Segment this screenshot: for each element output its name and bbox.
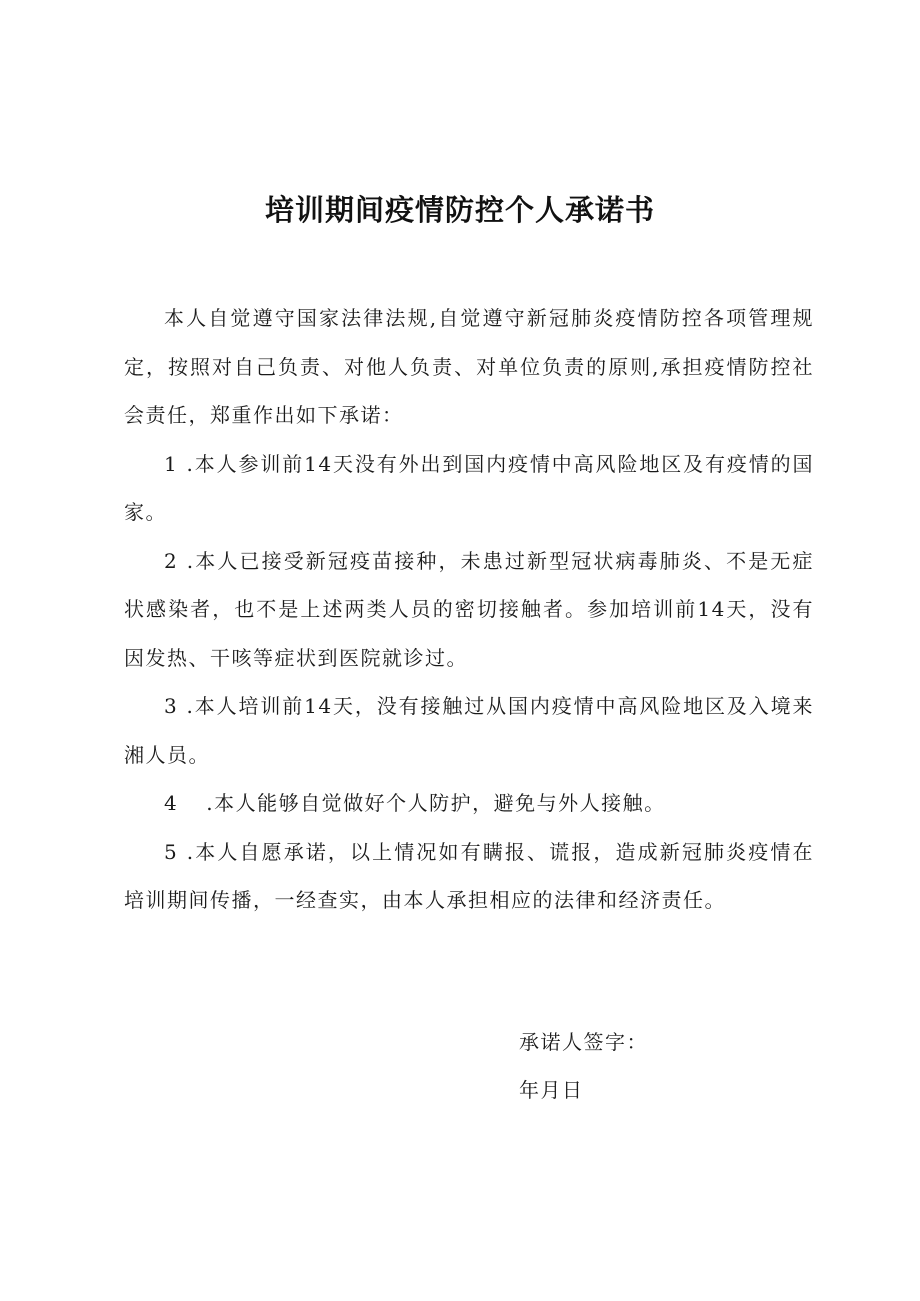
item-number: 5 (164, 839, 179, 864)
item-number: 2 (164, 548, 179, 573)
item-text: .本人培训前14天，没有接触过从国内疫情中高风险地区及入境来湘人员。 (124, 694, 815, 767)
commitment-item-3 (124, 682, 814, 779)
intro-paragraph: 本人自觉遵守国家法律法规,自觉遵守新冠肺炎疫情防控各项管理规定，按照对自己负责、对他人负责、对单位负责的原则,承担疫情防控社会责任，郑重作出如下承诺： (124, 306, 814, 427)
commitment-item-4 (124, 779, 814, 828)
commitment-item-1 (124, 440, 814, 537)
commitment-item-2 (124, 537, 814, 683)
signature-block (519, 1018, 648, 1114)
date-label: 年月日 (519, 1078, 584, 1102)
item-text: .本人自愿承诺，以上情况如有瞒报、谎报，造成新冠肺炎疫情在培训期间传播，一经查实，由本人承担相应的法律和经济责任。 (124, 839, 815, 912)
document-body (124, 294, 814, 925)
item-number: 4 (164, 791, 179, 815)
item-text: .本人已接受新冠疫苗接种，未患过新型冠状病毒肺炎、不是无症状感染者，也不是上述两类人员的密切接触者。参加培训前14天，没有因发热、干咳等症状到医院就诊过。 (124, 548, 815, 670)
item-number: 3 (164, 694, 179, 718)
item-number: 1 (164, 451, 179, 476)
commitment-item-5 (124, 828, 814, 925)
document-title: 培训期间疫情防控个人承诺书 (264, 193, 655, 227)
item-text: .本人能够自觉做好个人防护，避免与外人接触。 (206, 791, 666, 815)
signature-label: 承诺人签字： (519, 1030, 648, 1054)
item-text: .本人参训前14天没有外出到国内疫情中高风险地区及有疫情的国家。 (124, 451, 815, 524)
